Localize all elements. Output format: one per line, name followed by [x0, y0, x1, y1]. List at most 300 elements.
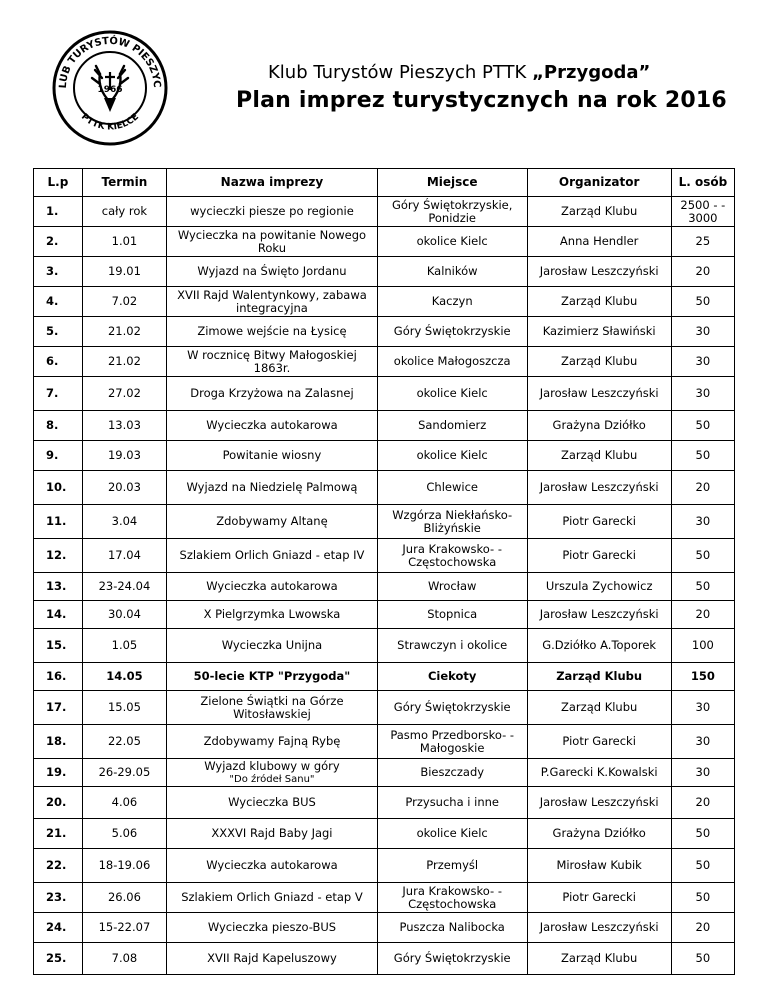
- cell-termin-text: 26-29.05: [98, 765, 151, 779]
- cell-osob-text: 20: [695, 480, 711, 494]
- cell-organizator-text: Piotr Garecki: [562, 514, 636, 528]
- cell-miejsce: [377, 573, 527, 601]
- cell-nazwa: [167, 629, 378, 663]
- table-row: [34, 691, 735, 725]
- cell-organizator-text: G.Dziółko A.Toporek: [542, 638, 657, 652]
- page-title-club: [268, 62, 650, 83]
- cell-miejsce-text: Puszcza Nalibocka: [399, 920, 505, 934]
- cell-organizator: [527, 573, 671, 601]
- cell-nazwa: [167, 257, 378, 287]
- cell-miejsce-text: Bieszczady: [420, 765, 485, 779]
- cell-miejsce: [377, 629, 527, 663]
- cell-lp-text: 6.: [46, 354, 59, 368]
- cell-termin-text: 5.06: [111, 826, 138, 840]
- cell-organizator-text: Piotr Garecki: [562, 890, 636, 904]
- table-row: [34, 601, 735, 629]
- cell-osob: [671, 471, 734, 505]
- cell-lp-text: 13.: [46, 579, 67, 593]
- cell-lp: [34, 663, 83, 691]
- cell-lp: [34, 883, 83, 913]
- cell-osob-text: 20: [695, 920, 711, 934]
- table-row: [34, 913, 735, 943]
- cell-organizator: [527, 287, 671, 317]
- table-row: [34, 347, 735, 377]
- cell-termin-text: 21.02: [107, 354, 141, 368]
- cell-lp: [34, 257, 83, 287]
- cell-lp-text: 5.: [46, 324, 59, 338]
- cell-nazwa: [167, 197, 378, 227]
- cell-osob: [671, 411, 734, 441]
- cell-lp: [34, 377, 83, 411]
- cell-termin: [82, 441, 166, 471]
- col-header-lp: L.p: [34, 169, 83, 197]
- cell-miejsce: [377, 819, 527, 849]
- cell-osob-text: 50: [695, 448, 711, 462]
- cell-nazwa: [167, 573, 378, 601]
- cell-lp: [34, 573, 83, 601]
- cell-nazwa-text: Zdobywamy Altanę: [216, 514, 328, 528]
- cell-osob: [671, 227, 734, 257]
- cell-osob-text: 20: [695, 264, 711, 278]
- cell-organizator-text: Zarząd Klubu: [561, 951, 638, 965]
- cell-termin: [82, 539, 166, 573]
- cell-miejsce: [377, 197, 527, 227]
- cell-organizator: [527, 441, 671, 471]
- cell-osob-text: 50: [695, 858, 711, 872]
- cell-organizator-text: Jarosław Leszczyński: [539, 920, 659, 934]
- cell-nazwa-text: Wycieczka autokarowa: [206, 579, 338, 593]
- cell-lp: [34, 197, 83, 227]
- cell-lp: [34, 759, 83, 787]
- cell-nazwa: [167, 819, 378, 849]
- cell-lp-text: 19.: [46, 765, 67, 779]
- cell-termin: [82, 691, 166, 725]
- title-prefix: Klub Turystów Pieszych PTTK: [268, 62, 533, 83]
- cell-lp: [34, 347, 83, 377]
- cell-miejsce-text: Jura Krakowsko- -Częstochowska: [402, 883, 502, 911]
- cell-lp-text: 1.: [46, 204, 59, 218]
- table-row: [34, 227, 735, 257]
- cell-osob: [671, 539, 734, 573]
- cell-osob: [671, 505, 734, 539]
- title-club-name: „Przygoda”: [532, 62, 651, 83]
- cell-organizator: [527, 759, 671, 787]
- cell-lp: [34, 411, 83, 441]
- cell-termin-text: 15.05: [107, 700, 141, 714]
- cell-organizator: [527, 663, 671, 691]
- cell-osob-text: 30: [695, 386, 711, 400]
- cell-nazwa: [167, 849, 378, 883]
- svg-text:PTTK KIELCE: [79, 112, 141, 133]
- cell-organizator: [527, 197, 671, 227]
- cell-nazwa-text: wycieczki piesze po regionie: [190, 204, 354, 218]
- cell-organizator-text: Zarząd Klubu: [561, 354, 638, 368]
- cell-nazwa: [167, 471, 378, 505]
- cell-organizator: [527, 629, 671, 663]
- cell-miejsce-text: Przysucha i inne: [405, 795, 499, 809]
- cell-osob-text: 100: [691, 638, 714, 652]
- events-table: [33, 168, 735, 975]
- cell-miejsce: [377, 913, 527, 943]
- cell-osob-text: 50: [695, 294, 711, 308]
- cell-termin-text: 22.05: [107, 734, 141, 748]
- cell-organizator: [527, 257, 671, 287]
- cell-osob-text: 20: [695, 795, 711, 809]
- cell-organizator: [527, 377, 671, 411]
- cell-miejsce: [377, 943, 527, 975]
- cell-organizator-text: Grażyna Dziółko: [552, 418, 646, 432]
- cell-termin: [82, 411, 166, 441]
- cell-miejsce: [377, 471, 527, 505]
- table-row: [34, 471, 735, 505]
- cell-miejsce: [377, 441, 527, 471]
- cell-termin: [82, 629, 166, 663]
- cell-lp-text: 23.: [46, 890, 67, 904]
- cell-lp: [34, 629, 83, 663]
- cell-lp-text: 8.: [46, 418, 59, 432]
- cell-lp-text: 10.: [46, 480, 67, 494]
- col-header-organizator: Organizator: [527, 169, 671, 197]
- cell-nazwa: [167, 539, 378, 573]
- cell-lp: [34, 539, 83, 573]
- cell-termin: [82, 287, 166, 317]
- cell-organizator-text: Jarosław Leszczyński: [539, 480, 659, 494]
- cell-nazwa-text: Wyjazd na Niedzielę Palmową: [186, 480, 358, 494]
- cell-osob-text: 50: [695, 826, 711, 840]
- cell-osob-text: 30: [695, 765, 711, 779]
- table-row: [34, 849, 735, 883]
- cell-organizator-text: Grażyna Dziółko: [552, 826, 646, 840]
- cell-lp-text: 11.: [46, 514, 67, 528]
- cell-osob-text: 50: [695, 418, 711, 432]
- cell-nazwa: [167, 663, 378, 691]
- cell-miejsce-text: Przemyśl: [426, 858, 479, 872]
- cell-lp: [34, 471, 83, 505]
- cell-nazwa-text: Wycieczka na powitanie Nowego Roku: [177, 227, 367, 255]
- cell-nazwa-text: XVII Rajd Walentynkowy, zabawa integracyjna: [177, 287, 367, 315]
- cell-organizator: [527, 691, 671, 725]
- cell-osob: [671, 629, 734, 663]
- logo-ring-text-bottom: PTTK KIELCE: [79, 112, 141, 133]
- table-row: [34, 317, 735, 347]
- cell-osob: [671, 663, 734, 691]
- club-logo: [50, 28, 170, 148]
- cell-lp: [34, 317, 83, 347]
- cell-organizator: [527, 943, 671, 975]
- cell-nazwa-text: Wycieczka pieszo-BUS: [207, 920, 337, 934]
- cell-miejsce-text: Strawczyn i okolice: [397, 638, 508, 652]
- cell-organizator: [527, 849, 671, 883]
- cell-lp-text: 20.: [46, 795, 67, 809]
- cell-osob: [671, 257, 734, 287]
- col-header-osob: L. osób: [671, 169, 734, 197]
- cell-miejsce-text: Jura Krakowsko- -Częstochowska: [402, 541, 502, 569]
- cell-lp: [34, 943, 83, 975]
- cell-termin: [82, 197, 166, 227]
- cell-termin-text: 7.02: [111, 294, 138, 308]
- cell-nazwa: [167, 377, 378, 411]
- cell-nazwa-text: XXXVI Rajd Baby Jagi: [211, 826, 333, 840]
- cell-termin: [82, 819, 166, 849]
- cell-organizator: [527, 317, 671, 347]
- cell-miejsce-text: okolice Kielc: [416, 448, 488, 462]
- cell-termin: [82, 227, 166, 257]
- cell-nazwa-text: XVII Rajd Kapeluszowy: [207, 951, 337, 965]
- table-row: [34, 539, 735, 573]
- cell-termin: [82, 663, 166, 691]
- cell-organizator-text: Jarosław Leszczyński: [539, 795, 659, 809]
- logo-ring-text-top: LUB TURYSTÓW PIESZYC: [57, 35, 163, 89]
- cell-termin-text: 30.04: [107, 607, 141, 621]
- cell-organizator-text: Anna Hendler: [559, 234, 639, 248]
- cell-osob: [671, 441, 734, 471]
- cell-organizator: [527, 347, 671, 377]
- cell-termin-text: 21.02: [107, 324, 141, 338]
- table-row: [34, 819, 735, 849]
- cell-nazwa-text: Szlakiem Orlich Gniazd - etap V: [181, 890, 363, 904]
- cell-termin-text: 3.04: [111, 514, 138, 528]
- cell-organizator-text: Zarząd Klubu: [556, 669, 643, 683]
- cell-organizator: [527, 725, 671, 759]
- cell-termin-text: 1.05: [111, 638, 138, 652]
- cell-lp-text: 9.: [46, 448, 59, 462]
- cell-termin-text: 17.04: [107, 548, 141, 562]
- cell-lp-text: 15.: [46, 638, 67, 652]
- cell-organizator-text: P.Garecki K.Kowalski: [540, 765, 658, 779]
- club-logo-seal: [50, 28, 170, 148]
- cell-miejsce: [377, 505, 527, 539]
- cell-osob-text: 50: [695, 579, 711, 593]
- cell-miejsce: [377, 227, 527, 257]
- cell-nazwa: [167, 725, 378, 759]
- cell-osob: [671, 759, 734, 787]
- cell-nazwa-text: Wycieczka BUS: [228, 795, 316, 809]
- cell-organizator-text: Jarosław Leszczyński: [539, 386, 659, 400]
- cell-osob: [671, 819, 734, 849]
- cell-termin: [82, 377, 166, 411]
- cell-nazwa: [167, 441, 378, 471]
- cell-nazwa-text: X Pielgrzymka Lwowska: [203, 607, 341, 621]
- table-row: [34, 759, 735, 787]
- table-row: [34, 943, 735, 975]
- cell-osob-text: 20: [695, 607, 711, 621]
- cell-osob: [671, 725, 734, 759]
- cell-miejsce-text: Stopnica: [427, 607, 478, 621]
- table-row: [34, 883, 735, 913]
- cell-termin: [82, 913, 166, 943]
- cell-lp-text: 18.: [46, 734, 67, 748]
- cell-termin: [82, 943, 166, 975]
- table-row: [34, 573, 735, 601]
- cell-termin-text: 19.03: [107, 448, 141, 462]
- cell-termin-text: 4.06: [111, 795, 138, 809]
- cell-miejsce-text: Pasmo Przedborsko- -Małogoskie: [390, 727, 515, 755]
- cell-termin: [82, 883, 166, 913]
- cell-organizator: [527, 505, 671, 539]
- cell-osob-text: 50: [695, 548, 711, 562]
- table-row: [34, 411, 735, 441]
- cell-nazwa-text: Powitanie wiosny: [222, 448, 322, 462]
- cell-miejsce: [377, 787, 527, 819]
- cell-organizator: [527, 787, 671, 819]
- cell-lp-text: 16.: [46, 669, 67, 683]
- cell-lp-text: 21.: [46, 826, 67, 840]
- cell-lp: [34, 287, 83, 317]
- cell-termin-text: 20.03: [107, 480, 141, 494]
- cell-organizator: [527, 411, 671, 441]
- cell-lp-text: 17.: [46, 700, 67, 714]
- cell-nazwa-text: Droga Krzyżowa na Zalasnej: [190, 386, 354, 400]
- cell-nazwa: [167, 317, 378, 347]
- cell-termin-text: 7.08: [111, 951, 138, 965]
- cell-miejsce: [377, 539, 527, 573]
- page-title: Plan imprez turystycznych na rok 2016: [236, 88, 727, 113]
- cell-nazwa-subtitle: "Do źródeł Sanu": [229, 773, 315, 785]
- table-header-row: [34, 169, 735, 197]
- cell-miejsce-text: Ciekoty: [427, 669, 477, 683]
- cell-termin: [82, 787, 166, 819]
- cell-miejsce-text: Wzgórza Niekłańsko-Bliżyńskie: [392, 507, 513, 535]
- cell-miejsce: [377, 287, 527, 317]
- cell-termin: [82, 601, 166, 629]
- cell-lp: [34, 787, 83, 819]
- cell-nazwa: [167, 601, 378, 629]
- cell-organizator: [527, 539, 671, 573]
- cell-lp: [34, 505, 83, 539]
- cell-miejsce: [377, 257, 527, 287]
- table-row: [34, 629, 735, 663]
- cell-organizator: [527, 883, 671, 913]
- cell-termin: [82, 759, 166, 787]
- table-row: [34, 787, 735, 819]
- cell-osob-text: 150: [690, 669, 715, 683]
- cell-lp: [34, 691, 83, 725]
- cell-termin-text: 15-22.07: [98, 920, 151, 934]
- cell-organizator-text: Urszula Zychowicz: [545, 579, 653, 593]
- cell-miejsce: [377, 691, 527, 725]
- cell-miejsce: [377, 347, 527, 377]
- cell-miejsce-text: okolice Małogoszcza: [393, 354, 511, 368]
- cell-organizator-text: Zarząd Klubu: [561, 204, 638, 218]
- cell-nazwa-text: Zielone Świątki na Górze Witosławskiej: [200, 693, 344, 721]
- cell-organizator: [527, 819, 671, 849]
- cell-termin: [82, 725, 166, 759]
- cell-miejsce: [377, 725, 527, 759]
- cell-nazwa-text: Wyjazd klubowy w góry: [204, 758, 340, 773]
- cell-osob-text: 50: [695, 890, 711, 904]
- cell-organizator-text: Zarząd Klubu: [561, 294, 638, 308]
- cell-lp-text: 22.: [46, 858, 67, 872]
- cell-miejsce-text: okolice Kielc: [416, 234, 488, 248]
- cell-termin-text: cały rok: [101, 204, 148, 218]
- cell-lp: [34, 819, 83, 849]
- cell-lp-text: 24.: [46, 920, 67, 934]
- cell-nazwa-text: Zdobywamy Fajną Rybę: [203, 734, 341, 748]
- cell-miejsce: [377, 663, 527, 691]
- cell-miejsce-text: Kalników: [426, 264, 478, 278]
- cell-miejsce: [377, 759, 527, 787]
- cell-osob: [671, 197, 734, 227]
- cell-miejsce-text: Góry Świętokrzyskie: [393, 700, 511, 714]
- cell-termin-text: 26.06: [107, 890, 141, 904]
- cell-lp-text: 7.: [46, 386, 59, 400]
- cell-lp: [34, 913, 83, 943]
- cell-organizator-text: Jarosław Leszczyński: [539, 264, 659, 278]
- cell-osob: [671, 377, 734, 411]
- cell-termin-text: 19.01: [107, 264, 141, 278]
- cell-organizator-text: Kazimierz Sławiński: [542, 324, 656, 338]
- cell-nazwa: [167, 227, 378, 257]
- cell-osob-text: 50: [695, 951, 711, 965]
- cell-termin-text: 18-19.06: [98, 858, 151, 872]
- cell-osob: [671, 317, 734, 347]
- cell-termin-text: 27.02: [107, 386, 141, 400]
- table-body: [34, 197, 735, 975]
- table-row: [34, 287, 735, 317]
- cell-organizator: [527, 913, 671, 943]
- cell-miejsce-text: Kaczyn: [431, 294, 473, 308]
- cell-termin-text: 13.03: [107, 418, 141, 432]
- cell-lp-text: 14.: [46, 607, 67, 621]
- cell-nazwa: [167, 943, 378, 975]
- cell-termin: [82, 347, 166, 377]
- cell-miejsce-text: Sandomierz: [418, 418, 487, 432]
- cell-termin: [82, 317, 166, 347]
- cell-termin-text: 23-24.04: [98, 579, 151, 593]
- cell-osob-text: 2500 - - 3000: [680, 197, 726, 225]
- cell-miejsce: [377, 601, 527, 629]
- cell-osob-text: 30: [695, 700, 711, 714]
- cell-lp-text: 3.: [46, 264, 59, 278]
- cell-osob: [671, 787, 734, 819]
- cell-lp: [34, 725, 83, 759]
- cell-organizator: [527, 471, 671, 505]
- table-row: [34, 505, 735, 539]
- cell-miejsce-text: Góry Świętokrzyskie: [393, 951, 511, 965]
- cell-miejsce: [377, 377, 527, 411]
- cell-termin: [82, 573, 166, 601]
- cell-osob-text: 30: [695, 514, 711, 528]
- cell-nazwa-text: Szlakiem Orlich Gniazd - etap IV: [179, 548, 365, 562]
- logo-year: 1966: [97, 85, 123, 95]
- cell-lp-text: 2.: [46, 234, 59, 248]
- cell-lp-text: 12.: [46, 548, 67, 562]
- cell-nazwa-text: Wyjazd na Święto Jordanu: [197, 264, 347, 278]
- cell-nazwa: [167, 787, 378, 819]
- cell-miejsce: [377, 849, 527, 883]
- cell-miejsce: [377, 317, 527, 347]
- cell-miejsce: [377, 411, 527, 441]
- cell-osob: [671, 573, 734, 601]
- cell-miejsce-text: Chlewice: [426, 480, 478, 494]
- cell-nazwa: [167, 287, 378, 317]
- cell-nazwa-text: Zimowe wejście na Łysicę: [197, 324, 347, 338]
- cell-termin: [82, 257, 166, 287]
- cell-termin: [82, 471, 166, 505]
- cell-nazwa-text: Wycieczka Unijna: [221, 638, 323, 652]
- cell-osob: [671, 347, 734, 377]
- cell-organizator-text: Jarosław Leszczyński: [539, 607, 659, 621]
- cell-organizator: [527, 227, 671, 257]
- cell-nazwa: [167, 759, 378, 787]
- cell-nazwa: [167, 913, 378, 943]
- cell-lp: [34, 849, 83, 883]
- cell-osob: [671, 913, 734, 943]
- cell-organizator-text: Piotr Garecki: [562, 548, 636, 562]
- col-header-termin: Termin: [82, 169, 166, 197]
- cell-osob-text: 30: [695, 324, 711, 338]
- cell-nazwa: [167, 691, 378, 725]
